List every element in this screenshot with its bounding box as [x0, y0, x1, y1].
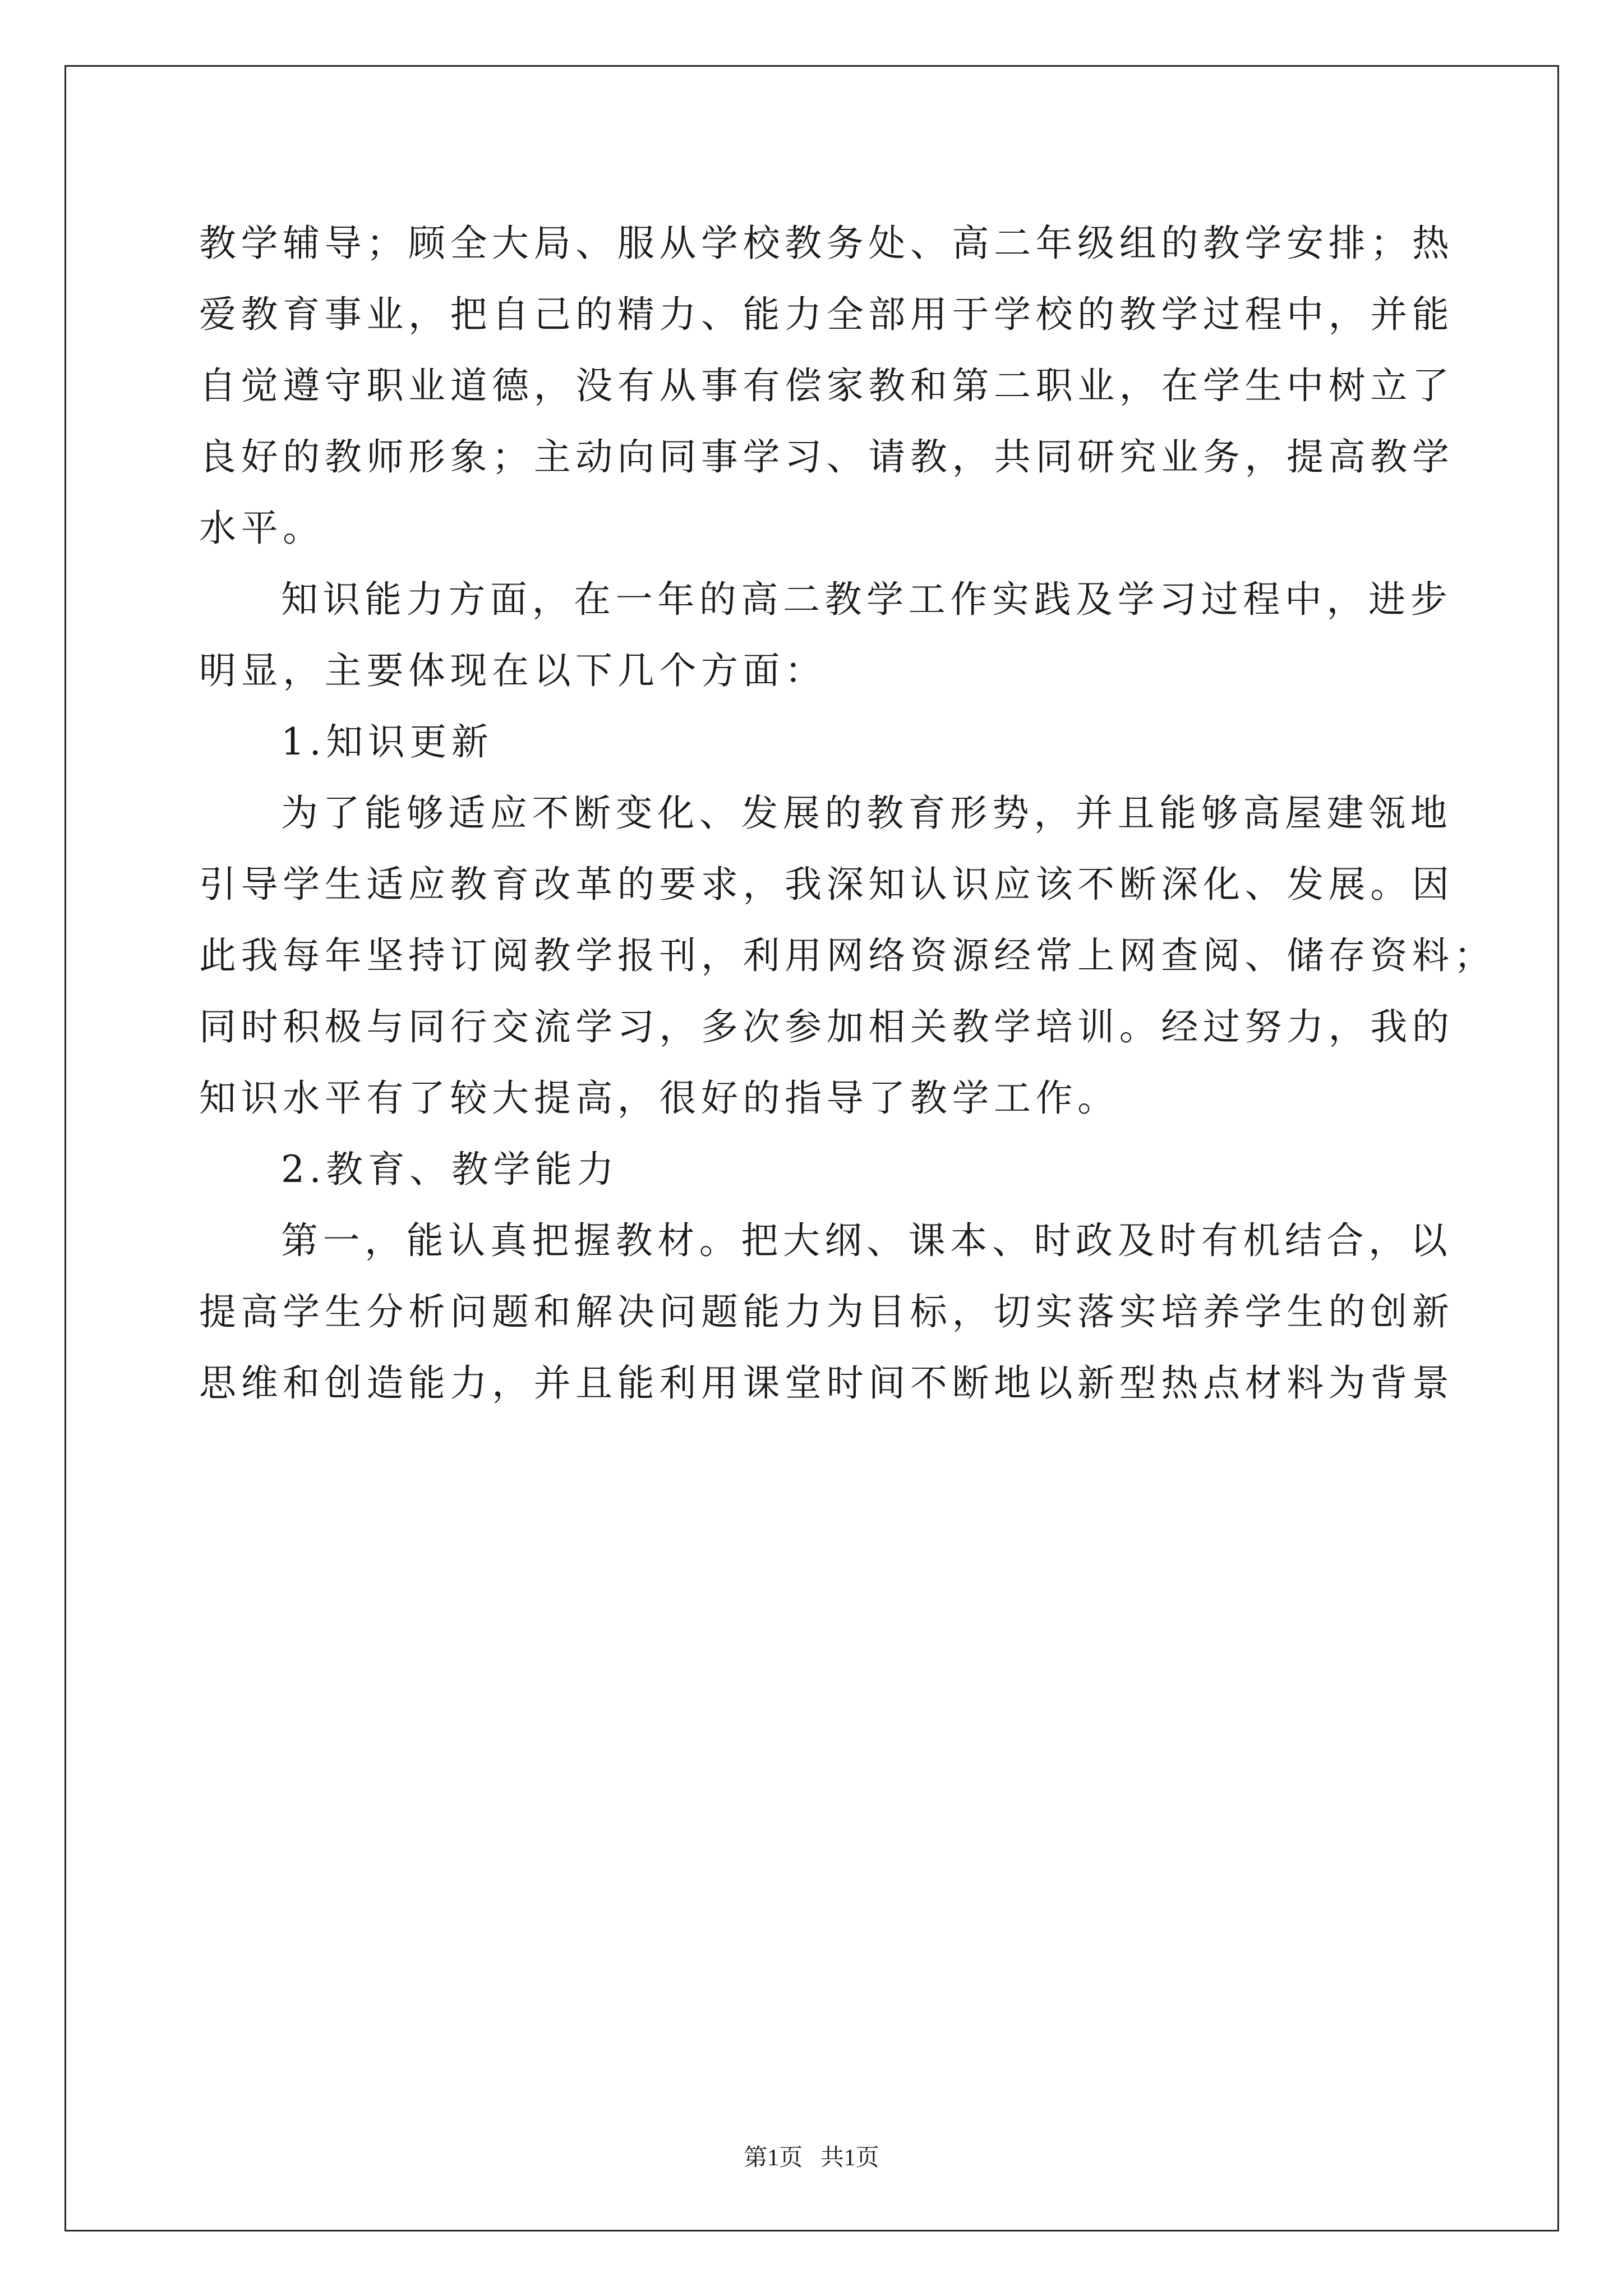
text-line: 知识水平有了较大提高，很好的指导了教学工作。	[199, 1076, 1119, 1120]
text-line: 良好的教师形象；主动向同事学习、请教，共同研究业务，提高教学	[199, 435, 1454, 478]
text-line: 引导学生适应教育改革的要求，我深知认识应该不断深化、发展。因	[199, 863, 1454, 906]
paragraph-start-line: 为了能够适应不断变化、发展的教育形势，并且能够高屋建瓴地	[281, 792, 1453, 835]
text-line: 提高学生分析问题和解决问题能力为目标，切实落实培养学生的创新	[199, 1290, 1454, 1333]
section-heading: 1.知识更新	[281, 720, 494, 763]
text-line: 爱教育事业，把自己的精力、能力全部用于学校的教学过程中，并能	[199, 293, 1454, 336]
section-heading: 2.教育、教学能力	[281, 1148, 619, 1191]
paragraph-start-line: 知识能力方面，在一年的高二教学工作实践及学习过程中，进步	[281, 578, 1453, 621]
document-body	[199, 208, 1496, 1419]
text-line: 自觉遵守职业道德，没有从事有偿家教和第二职业，在学生中树立了	[199, 364, 1454, 407]
text-line: 明显，主要体现在以下几个方面：	[199, 649, 827, 692]
text-line: 思维和创造能力，并且能利用课堂时间不断地以新型热点材料为背景	[199, 1361, 1454, 1405]
text-line: 水平。	[199, 507, 325, 550]
text-line: 教学辅导；顾全大局、服从学校教务处、高二年级组的教学安排；热	[199, 222, 1454, 265]
text-line: 同时积极与同行交流学习，多次参加相关教学培训。经过努力，我的	[199, 1005, 1454, 1048]
paragraph-start-line: 第一，能认真把握教材。把大纲、课本、时政及时有机结合，以	[281, 1219, 1453, 1262]
page-number-footer: 第1页 共1页	[744, 2145, 879, 2171]
text-line: 此我每年坚持订阅教学报刊，利用网络资源经常上网查阅、储存资料；	[199, 934, 1496, 977]
